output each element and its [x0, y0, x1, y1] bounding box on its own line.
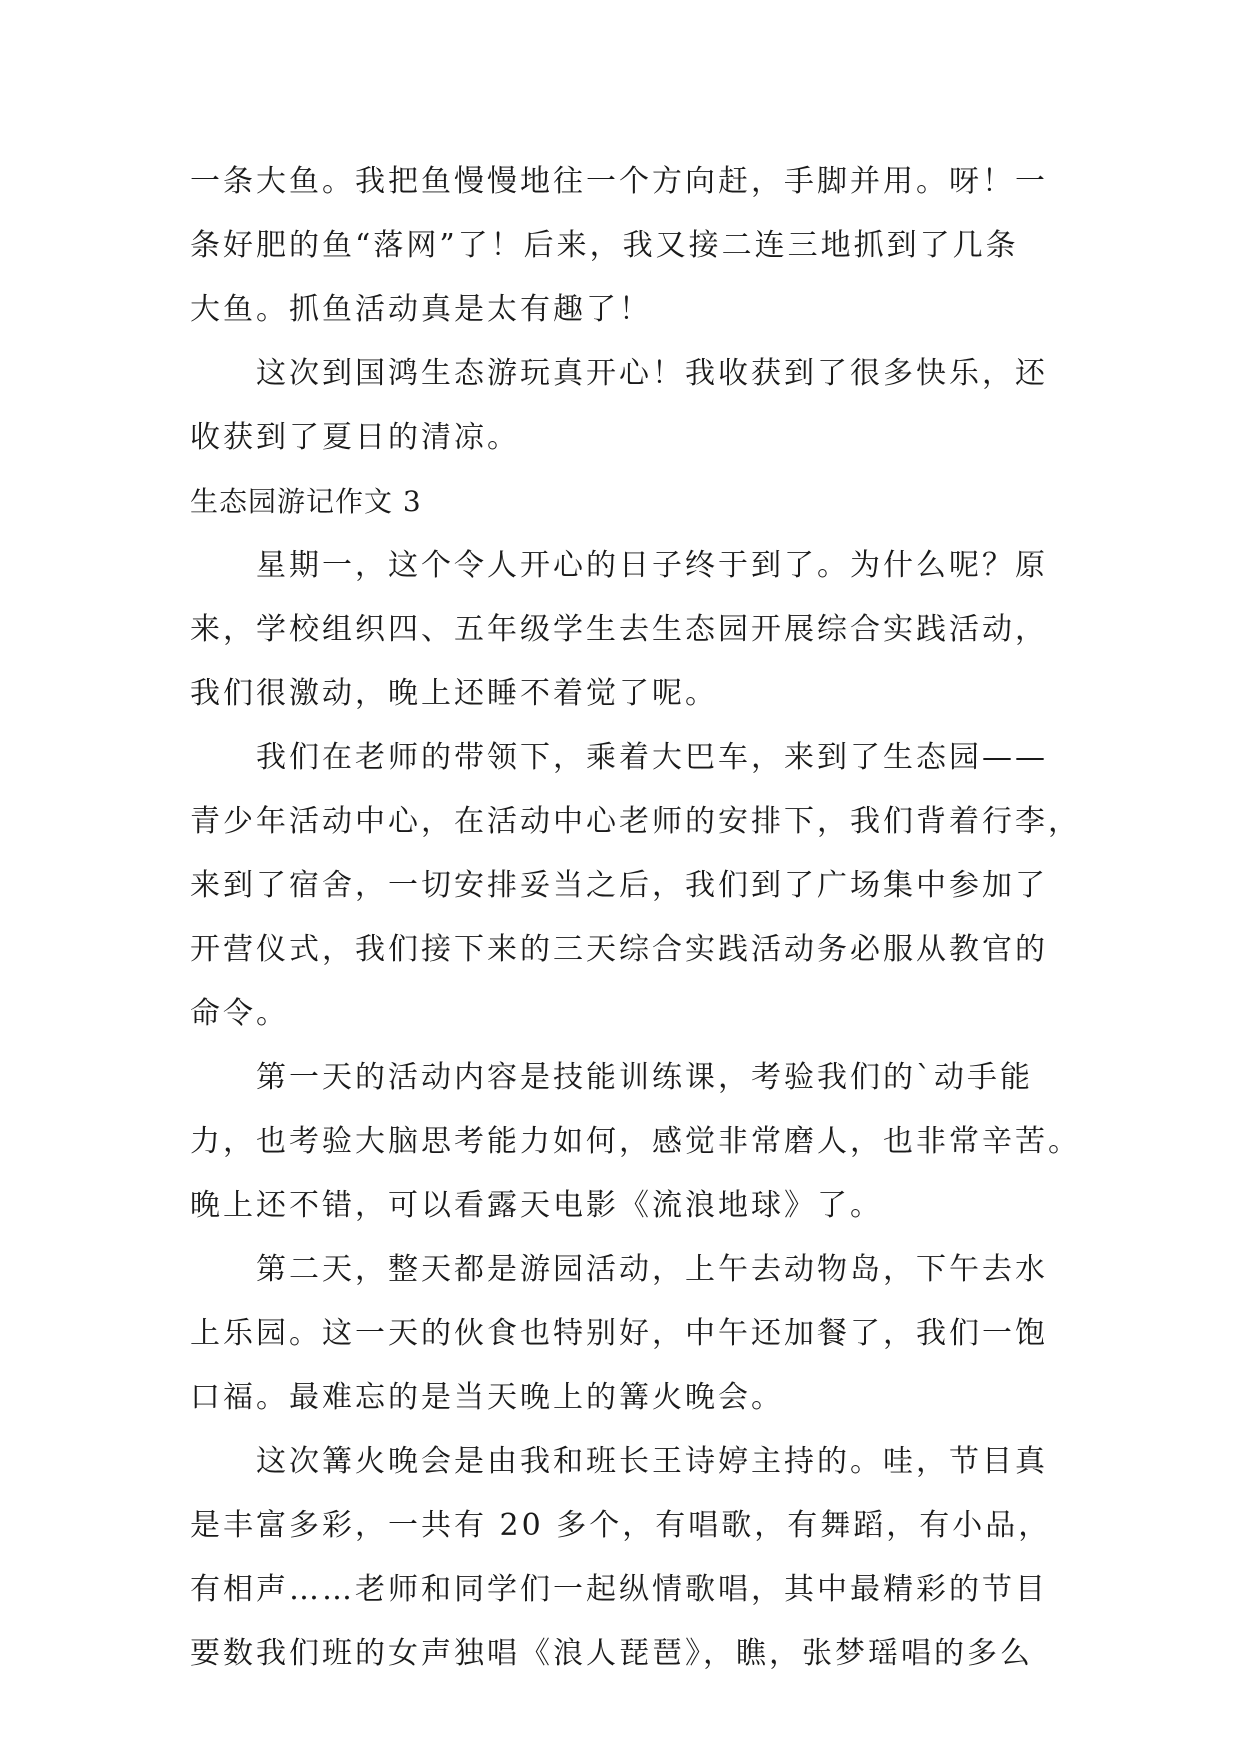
paragraph-fish-catch [190, 150, 1050, 342]
text-line: 第二天，整天都是游园活动，上午去动物岛，下午去水 [256, 1252, 1048, 1287]
text-line: 青少年活动中心，在活动中心老师的安排下，我们背着行李， [190, 804, 1081, 839]
paragraph-arrival [190, 726, 1081, 1046]
paragraph-bonfire [190, 1430, 1050, 1686]
paragraph-monday [190, 534, 1050, 726]
text-line: 这次到国鸿生态游玩真开心！我收获到了很多快乐，还 [256, 356, 1048, 391]
text-line: 上乐园。这一天的伙食也特别好，中午还加餐了，我们一饱 [190, 1316, 1048, 1351]
text-line: 条好肥的鱼“落网”了！后来，我又接二连三地抓到了几条 [190, 228, 1019, 263]
text-line: 这次篝火晚会是由我和班长王诗婷主持的。哇，节目真 [256, 1444, 1048, 1479]
text-line: 收获到了夏日的清凉。 [190, 420, 520, 455]
paragraph-trip-summary [190, 342, 1050, 470]
text-line: 我们很激动，晚上还睡不着觉了呢。 [190, 676, 718, 711]
paragraph-day-two [190, 1238, 1050, 1430]
section-heading: 生态园游记作文 3 [190, 485, 422, 518]
text-line: 要数我们班的女声独唱《浪人琵琶》，瞧，张梦瑶唱的多么 [190, 1636, 1033, 1671]
text-line: 有相声……老师和同学们一起纵情歌唱，其中最精彩的节目 [190, 1572, 1048, 1607]
text-line: 我们在老师的带领下，乘着大巴车，来到了生态园—— [256, 740, 1048, 775]
text-line: 第一天的活动内容是技能训练课，考验我们的`动手能 [256, 1060, 1033, 1095]
text-line: 来到了宿舍，一切安排妥当之后，我们到了广场集中参加了 [190, 868, 1048, 903]
text-line: 是丰富多彩，一共有 20 多个，有唱歌，有舞蹈，有小品， [190, 1508, 1052, 1543]
text-line: 力，也考验大脑思考能力如何，感觉非常磨人，也非常辛苦。 [190, 1124, 1081, 1159]
paragraph-day-one [190, 1046, 1081, 1238]
text-line: 大鱼。抓鱼活动真是太有趣了！ [190, 292, 652, 327]
text-line: 口福。最难忘的是当天晚上的篝火晚会。 [190, 1380, 784, 1415]
text-line: 星期一，这个令人开心的日子终于到了。为什么呢？原 [256, 548, 1048, 583]
text-line: 命令。 [190, 996, 289, 1031]
text-line: 一条大鱼。我把鱼慢慢地往一个方向赶，手脚并用。呀！一 [190, 164, 1048, 199]
document-body [190, 150, 1081, 1686]
text-line: 晚上还不错，可以看露天电影《流浪地球》了。 [190, 1188, 883, 1223]
text-line: 开营仪式，我们接下来的三天综合实践活动务必服从教官的 [190, 932, 1048, 967]
text-line: 来，学校组织四、五年级学生去生态园开展综合实践活动， [190, 612, 1048, 647]
